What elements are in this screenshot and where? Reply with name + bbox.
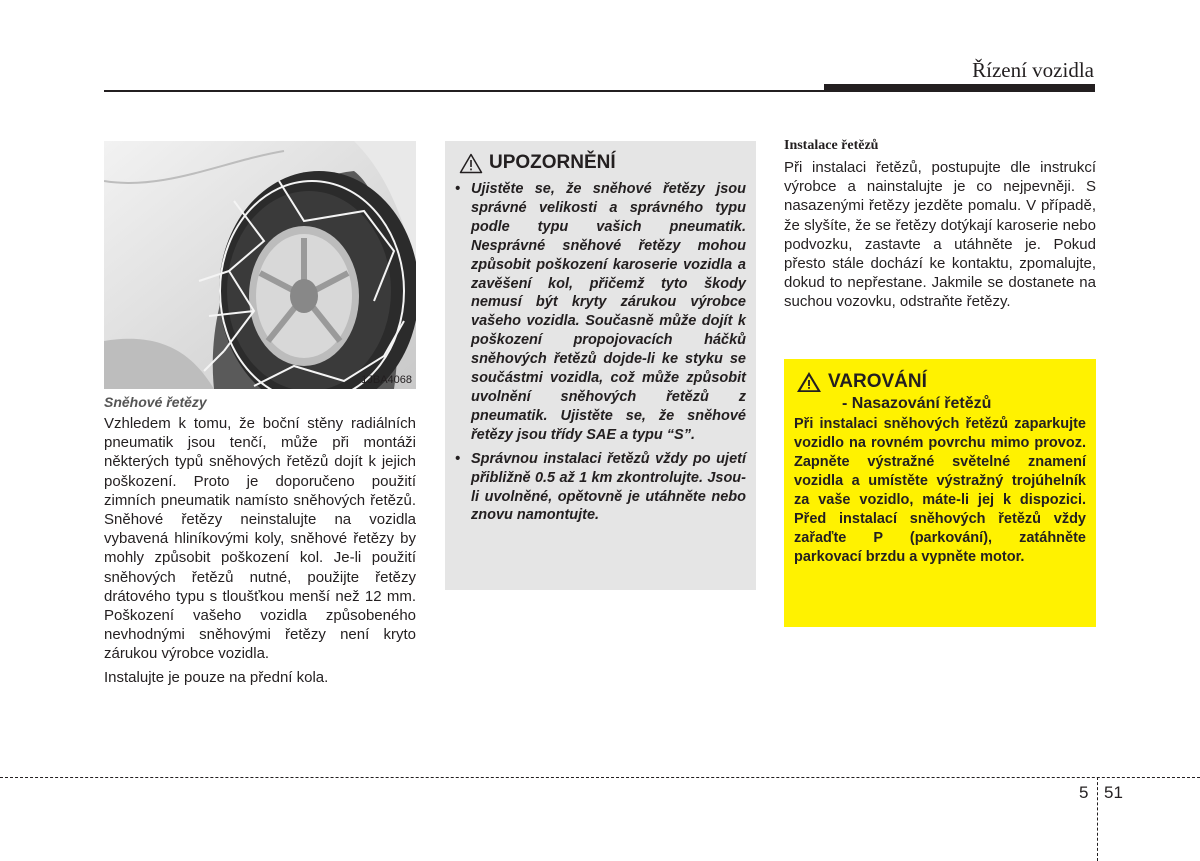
- caution-item-text: Ujistěte se, že sněhové řetězy jsou správné velikosti a správného typu podle typu vašich pneumatik. Nesprávné sněhové řetězy mohou způsobit poškození karoserie vozidla a zavěšení kol, přičemž tyto škody nemusí být kryty zárukou výrobce vašeho vozidla. Současně může dojít k poškození propojovacích háčků sněhových řetězů dojde-li ke styku se součástmi vozidla, což může způsobit uvolnění sněhových řetězů z pneumatik. Ujistěte se, že sněhové řetězy jsou třídy SAE a typu “S”.: [471, 181, 746, 443]
- section-subheading: Instalace řetězů: [784, 138, 879, 153]
- caution-item-text: Správnou instalaci řetězů vždy po ujetí přibližně 0.5 až 1 km zkontrolujte. Jsou-li uvolněné, opětovně je utáhněte nebo znovu namontujte.: [471, 450, 746, 524]
- caution-box: [445, 141, 756, 590]
- header-rule-accent: [824, 84, 1095, 91]
- body-paragraph: Při instalaci řetězů, postupujte dle instrukcí výrobce a nainstalujte je co nejpevněji. S nasazenými řetězy jezděte pomalu. V případě, že slyšíte, že se řetězy dotýkají karoserie nebo podvozku, zastavte a utáhněte je. Pokud přesto stále dochází ke kontaktu, zpomalujte, dokud to nepřestane. Jakmile se dostanete na suchou vozovku, odstraňte řetězy.: [784, 159, 1096, 311]
- figure-code: 1JBA4068: [361, 374, 412, 386]
- wheel-with-chain-drawing: [104, 141, 416, 389]
- left-column: [104, 394, 416, 687]
- bullet-mark: •: [455, 181, 461, 197]
- footer-divider: [0, 777, 1200, 778]
- body-paragraph: Instalujte je pouze na přední kola.: [104, 668, 329, 686]
- snow-chain-illustration: [104, 141, 416, 389]
- footer-page-divider: [1097, 777, 1098, 861]
- caution-list: [455, 180, 746, 525]
- warning-header: [796, 371, 1086, 393]
- caution-title: UPOZORNĚNÍ: [489, 152, 616, 173]
- warning-title: VAROVÁNÍ: [828, 371, 927, 392]
- warning-text: Při instalaci sněhových řetězů zaparkujte vozidlo na rovném povrchu mimo provoz. Zapněte výstražné světelné znamení vozidla a umístěte výstražný trojúhelník za vaše vozidlo, máte-li jej k dispozici. Před instalací sněhových řetězů vždy zařaďte P (parkování), zatáhněte parkovací brzdu a vypněte motor.: [794, 416, 1086, 565]
- body-paragraph: Vzhledem k tomu, že boční stěny radiálních pneumatik jsou tenčí, může při montáži některých typů sněhových řetězů dojít k jejich poškození. Proto je doporučeno použití zimních pneumatik namísto sněhových řetězů. Sněhové řetězy neinstalujte na vozidla vybavená hliníkovými koly, sněhové řetězy by mohly způsobit poškození kol. Je-li použití sněhových řetězů nutné, použijte řetězy drátového typu s tloušťkou menší než 12 mm. Poškození vašeho vozidla způsobeného nevhodnými sněhovými řetězy není kryto zárukou výrobce vozidla.: [104, 415, 416, 663]
- page-number: 51: [1104, 783, 1123, 802]
- caution-header: [459, 152, 746, 174]
- warning-subtitle: - Nasazování řetězů: [842, 395, 992, 412]
- figure-caption: Sněhové řetězy: [104, 394, 207, 410]
- caution-item: [455, 180, 746, 445]
- bullet-mark: •: [455, 450, 461, 467]
- warning-triangle-icon: [796, 371, 822, 393]
- warning-triangle-icon: [459, 153, 483, 174]
- warning-box: [784, 359, 1096, 627]
- caution-item: [455, 450, 746, 526]
- right-column: [784, 138, 1096, 312]
- chapter-number: 5: [1079, 783, 1089, 802]
- page-header-title: Řízení vozidla: [972, 58, 1094, 82]
